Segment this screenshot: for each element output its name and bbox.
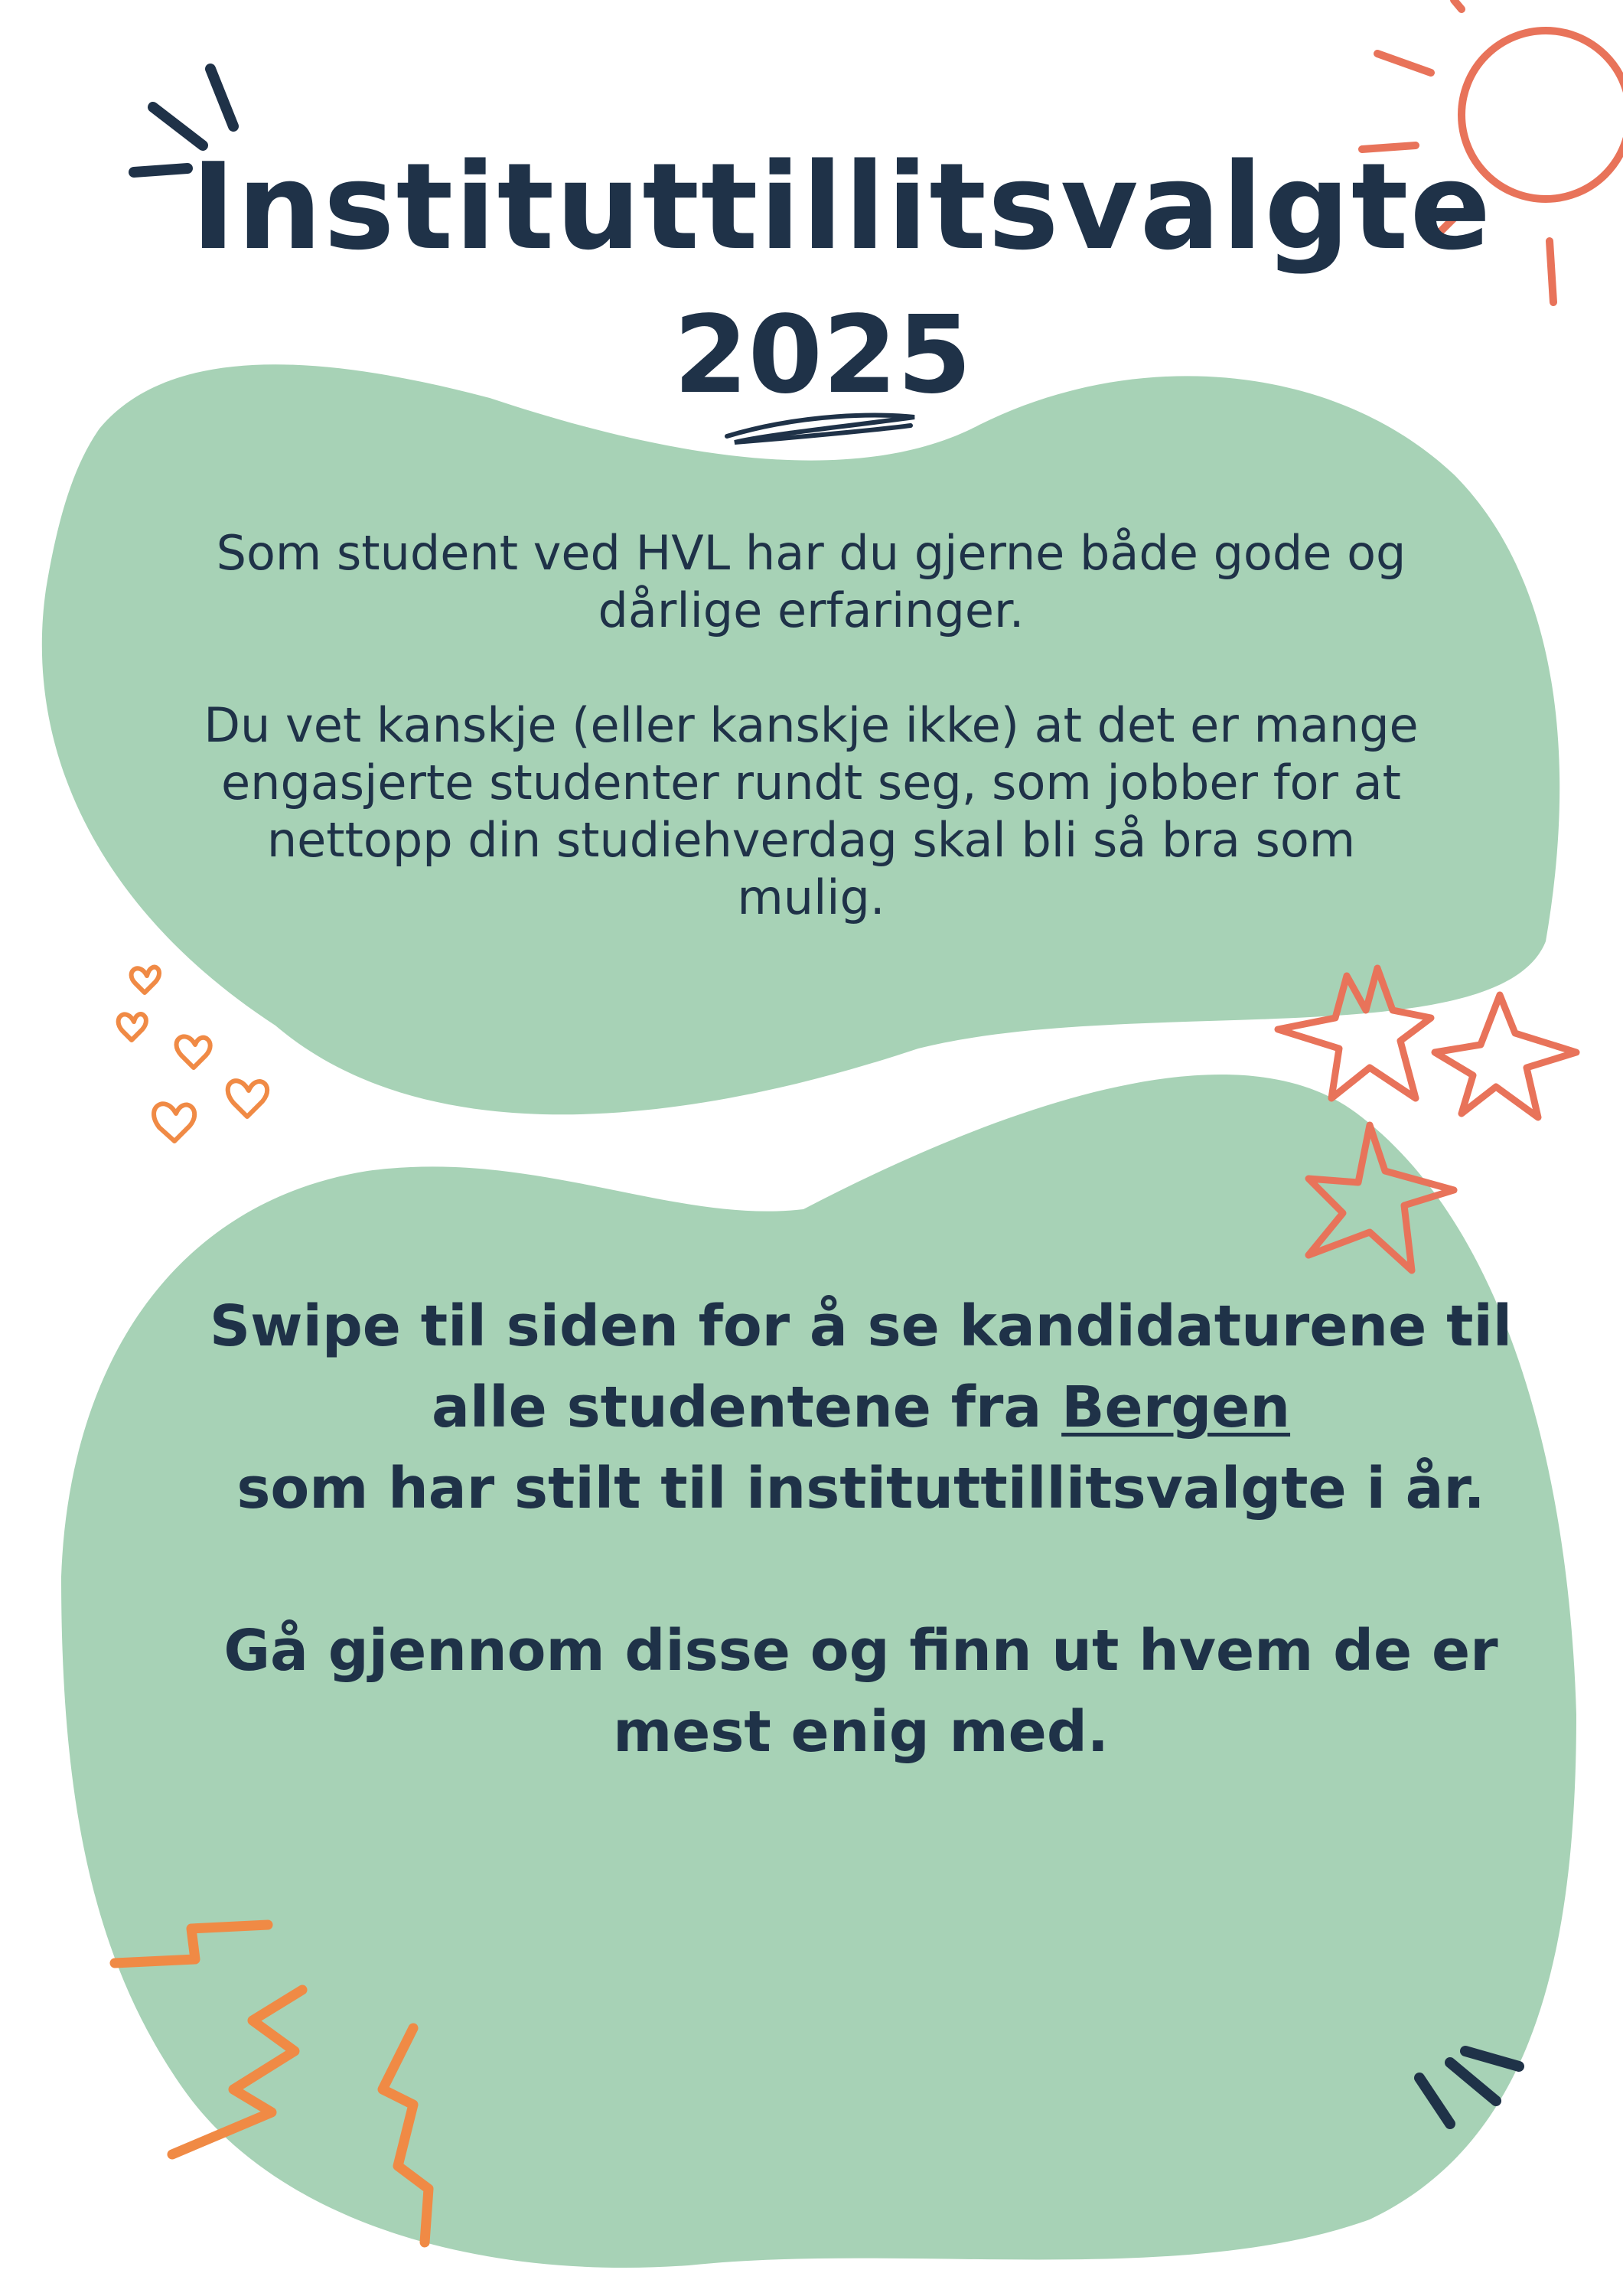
cta-line-2: som har stilt til instituttillitsvalgte i år. [236, 1456, 1485, 1521]
year-heading: 2025 [673, 293, 972, 418]
intro-paragraph-1: Som student ved HVL har du gjerne både gode og dårlige erfaringer. [216, 525, 1406, 638]
cta-line-1: Swipe til siden for å se kandidaturene til alle studentene fra [209, 1293, 1513, 1440]
cta-paragraph-1 [184, 1286, 1538, 1529]
city-name: Bergen [1061, 1375, 1291, 1440]
page-title: Instituttillitsvalgte [191, 137, 1493, 276]
cta-line-3: Gå gjennom disse og finn ut hvem de er mest enig med. [223, 1618, 1498, 1765]
cta-text [184, 1286, 1538, 1854]
intro-text [191, 524, 1431, 983]
intro-paragraph-2: Du vet kanskje (eller kanskje ikke) at det er mange engasjerte studenter rundt seg, som jobber for at nettopp din studiehverdag skal bli så bra som mulig. [204, 697, 1419, 925]
